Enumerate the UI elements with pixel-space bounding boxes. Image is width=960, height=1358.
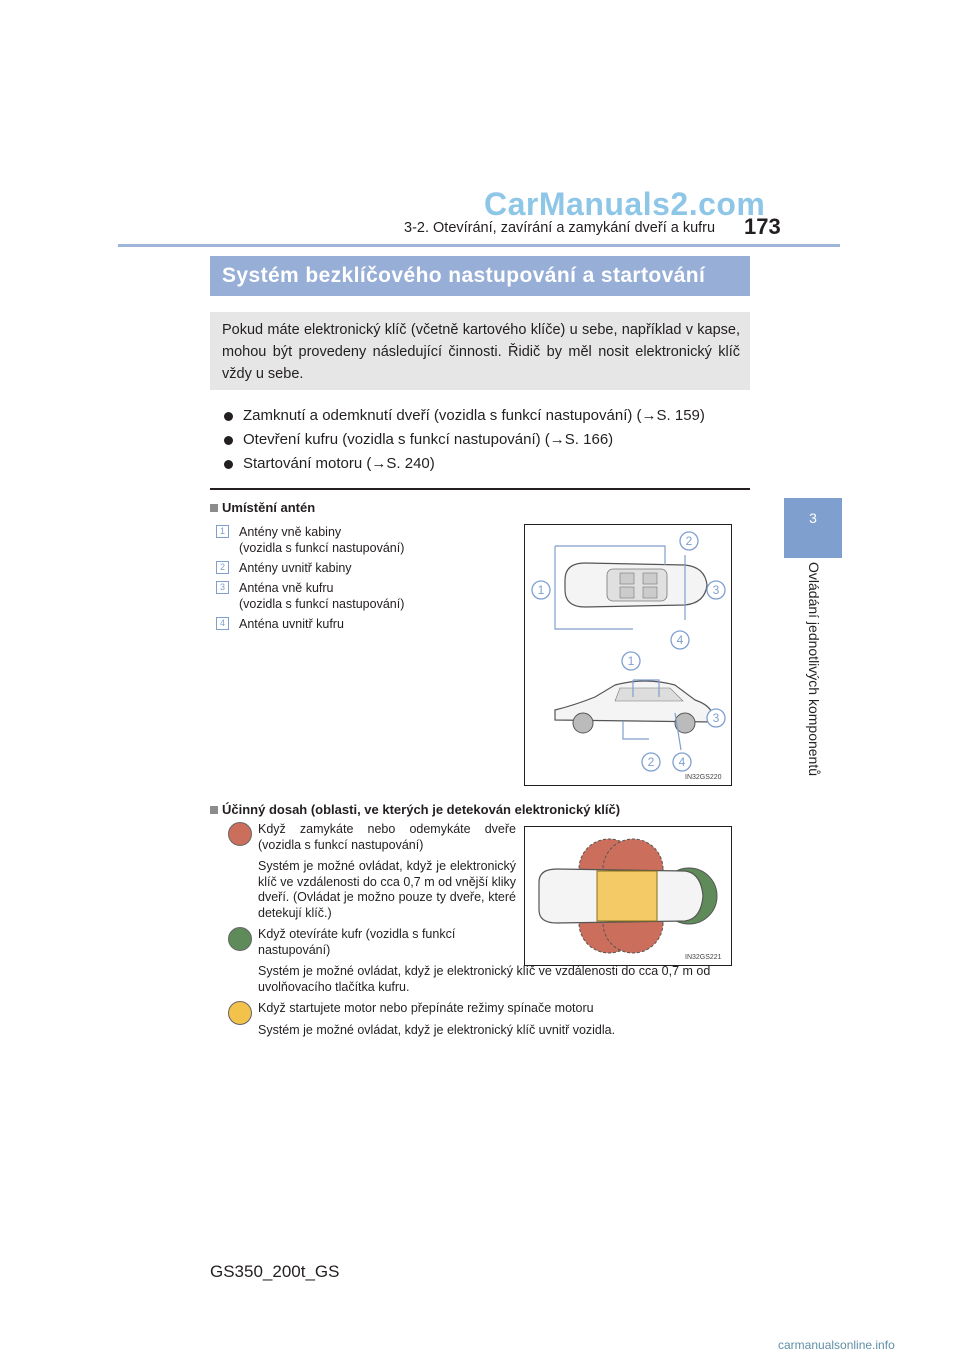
list-item: [224, 428, 705, 452]
list-item: [216, 580, 404, 612]
list-item: [216, 616, 404, 632]
square-bullet-icon: [210, 806, 218, 814]
callout-number: 3: [712, 711, 720, 725]
list-item-subtext: (vozidla s funkcí nastupování): [239, 541, 405, 555]
site-watermark: carmanualsonline.info: [778, 1338, 895, 1352]
intro-box: [210, 312, 750, 390]
list-item: [224, 404, 705, 428]
chapter-title: 3-2. Otevírání, zavírání a zamykání dveří a kufru: [404, 220, 716, 236]
model-code: GS350_200t_GS: [210, 1262, 340, 1281]
chapter-tab: [784, 498, 842, 558]
trunk-zone-color-icon: [228, 927, 252, 951]
bullet-icon: [224, 412, 233, 421]
antenna-diagram: [524, 524, 732, 786]
intro-text: Pokud máte elektronický klíč (včetně kartového klíče) u sebe, například v kapse, mohou být provedeny následující činnosti. Řidič by měl nosit elektronický klíč vždy u sebe.: [222, 322, 740, 382]
bullet-icon: [224, 436, 233, 445]
callout-number: 4: [676, 633, 684, 647]
chapter-tab-label: Ovládání jednotlivých komponentů: [806, 562, 822, 777]
range-item-desc: Systém je možné ovládat, když je elektronický klíč ve vzdálenosti do cca 0,7 m od uvolňovacího tlačítka kufru.: [258, 964, 711, 994]
range-heading-text: Účinný dosah (oblasti, ve kterých je detekován elektronický klíč): [222, 802, 621, 817]
page-number: 173: [744, 214, 781, 239]
range-heading: [210, 802, 620, 817]
chapter-tab-number: 3: [809, 510, 817, 526]
car-side-view: [555, 681, 713, 733]
figure-code: IN32GS220: [685, 774, 722, 781]
antenna-list: [216, 524, 404, 636]
range-item-title: Když startujete motor nebo přepínáte režimy spínače motoru: [258, 1001, 594, 1015]
list-item: [228, 822, 748, 921]
list-item-text: Anténa uvnitř kufru: [239, 617, 344, 631]
list-item: [228, 1001, 748, 1038]
callout-number: 2: [647, 755, 655, 769]
car-top-view: [565, 563, 707, 607]
callout-number: 2: [216, 561, 229, 574]
list-item-text: Otevření kufru (vozidla s funkcí nastupování) (→S. 166): [243, 431, 614, 448]
antenna-heading-text: Umístění antén: [222, 500, 316, 515]
list-item: [216, 560, 404, 576]
callout-number: 3: [216, 581, 229, 594]
list-item: [216, 524, 404, 556]
section-divider: [210, 488, 750, 490]
section-title: Systém bezklíčového nastupování a startování: [210, 256, 750, 296]
range-item-desc: Systém je možné ovládat, když je elektronický klíč uvnitř vozidla.: [258, 1022, 616, 1037]
range-item-desc: Systém je možné ovládat, když je elektronický klíč ve vzdálenosti do cca 0,7 m od vnější kliky dveří. (Ovládat je možno pouze ty dveře, které detekují klíč.): [258, 859, 516, 920]
list-item-text: Antény vně kabiny: [239, 525, 342, 539]
figure-code: IN32GS221: [685, 954, 722, 961]
feature-list: [224, 404, 705, 476]
range-item-title: Když zamykáte nebo odemykáte dveře (vozidla s funkcí nastupování): [258, 822, 516, 852]
door-zone-color-icon: [228, 822, 252, 846]
list-item-text: Zamknutí a odemknutí dveří (vozidla s funkcí nastupování) (→S. 159): [243, 407, 705, 424]
list-item: [224, 452, 705, 476]
list-item-text: Antény uvnitř kabiny: [239, 561, 352, 575]
callout-number: 1: [216, 525, 229, 538]
callout-number: 4: [216, 617, 229, 630]
square-bullet-icon: [210, 504, 218, 512]
list-item: [228, 927, 748, 995]
header-rule: [118, 244, 840, 247]
range-item-title: Když otevíráte kufr (vozidla s funkcí nastupování): [258, 927, 456, 957]
cabin-zone-color-icon: [228, 1001, 252, 1025]
callout-number: 4: [678, 755, 686, 769]
callout-number: 1: [627, 654, 635, 668]
watermark-logo: CarManuals2.com: [484, 186, 766, 222]
callout-number: 3: [712, 583, 720, 597]
antenna-heading: [210, 500, 315, 515]
range-list: [228, 822, 748, 1038]
callout-number: 1: [537, 583, 545, 597]
list-item-subtext: (vozidla s funkcí nastupování): [239, 597, 405, 611]
bullet-icon: [224, 460, 233, 469]
list-item-text: Startování motoru (→S. 240): [243, 455, 435, 472]
list-item-text: Anténa vně kufru: [239, 581, 334, 595]
callout-number: 2: [685, 534, 693, 548]
